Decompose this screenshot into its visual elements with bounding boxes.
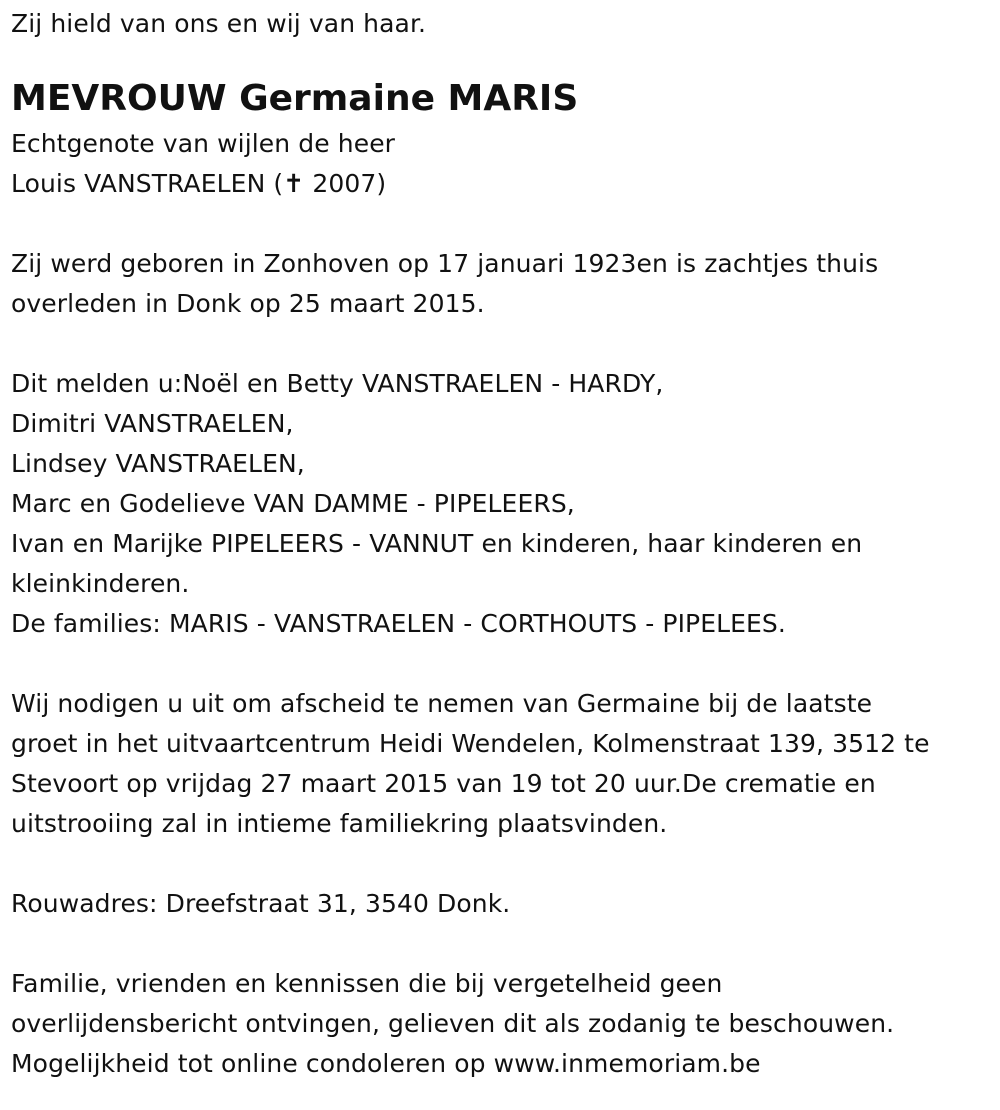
farewell-block [11, 684, 996, 844]
closing-line: Familie, vrienden en kennissen die bij vergetelheid geen [11, 969, 723, 998]
announcers-block [11, 364, 996, 644]
spouse-block [11, 124, 996, 204]
spouse-line: Louis VANSTRAELEN (✝ 2007) [11, 169, 387, 198]
announcer-line: Marc en Godelieve VAN DAMME - PIPELEERS, [11, 489, 575, 518]
address-block [11, 884, 996, 924]
announcer-line: De families: MARIS - VANSTRAELEN - CORTHOUTS - PIPELEES. [11, 609, 786, 638]
announcer-line: Ivan en Marijke PIPELEERS - VANNUT en kinderen, haar kinderen en [11, 529, 863, 558]
announcer-line: Dit melden u:Noël en Betty VANSTRAELEN - HARDY, [11, 369, 664, 398]
birth-death-line: overleden in Donk op 25 maart 2015. [11, 289, 485, 318]
closing-line: overlijdensbericht ontvingen, gelieven dit als zodanig te beschouwen. [11, 1009, 895, 1038]
obituary-notice [11, 4, 996, 1084]
farewell-line: Stevoort op vrijdag 27 maart 2015 van 19 tot 20 uur.De crematie en [11, 769, 876, 798]
intro-line: Zij hield van ons en wij van haar. [11, 9, 427, 38]
birth-death-line: Zij werd geboren in Zonhoven op 17 januari 1923en is zachtjes thuis [11, 249, 879, 278]
spouse-line: Echtgenote van wijlen de heer [11, 129, 396, 158]
farewell-line: Wij nodigen u uit om afscheid te nemen van Germaine bij de laatste [11, 689, 873, 718]
deceased-name: MEVROUW Germaine MARIS [11, 78, 579, 119]
closing-block [11, 964, 996, 1084]
birth-death-block [11, 244, 996, 324]
announcer-line: Dimitri VANSTRAELEN, [11, 409, 294, 438]
farewell-line: groet in het uitvaartcentrum Heidi Wendelen, Kolmenstraat 139, 3512 te [11, 729, 930, 758]
announcer-line: kleinkinderen. [11, 569, 190, 598]
address-line: Rouwadres: Dreefstraat 31, 3540 Donk. [11, 889, 511, 918]
farewell-line: uitstrooiing zal in intieme familiekring plaatsvinden. [11, 809, 668, 838]
announcer-line: Lindsey VANSTRAELEN, [11, 449, 305, 478]
closing-line: Mogelijkheid tot online condoleren op www.inmemoriam.be [11, 1049, 761, 1078]
